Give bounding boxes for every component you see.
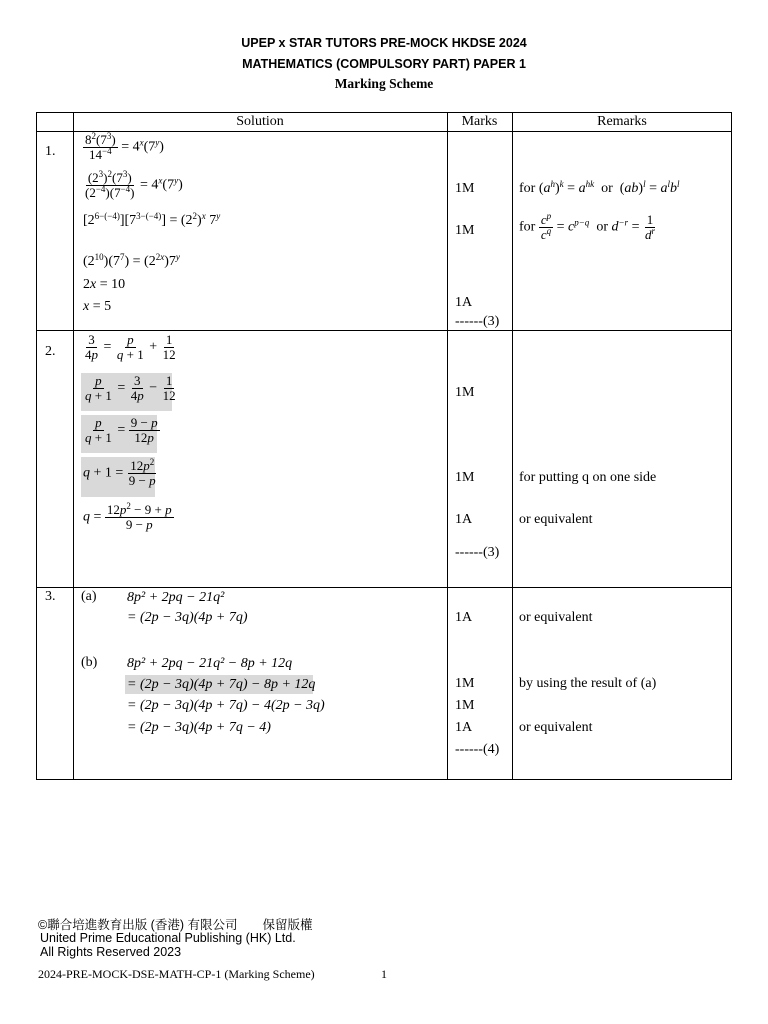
q1-step: $(2^{10})(7^7) = (2^{2x})7^y$	[83, 252, 180, 269]
header-subtitle: MATHEMATICS (COMPULSORY PART) PAPER 1	[242, 57, 526, 71]
q1-step: 2x = 10	[83, 277, 126, 292]
q3-mark: 1A	[455, 610, 473, 625]
col-divider	[73, 113, 74, 779]
q3a-line: 8p² + 2pq − 21q²	[127, 590, 225, 605]
q3b-line: = (2p − 3q)(4p + 7q − 4)	[127, 720, 271, 735]
q3-mark: 1M	[455, 698, 475, 713]
col-divider	[512, 113, 513, 779]
q1-mark-total: ------(3)	[455, 314, 500, 329]
header-scheme: Marking Scheme	[334, 76, 434, 91]
q2-number: 2.	[45, 344, 56, 359]
q3-mark: 1A	[455, 720, 473, 735]
q2-step: $\frac{p}{q + 1}$ = $\frac{3}{4p}$ − $\frac{1}{12}$	[85, 373, 176, 403]
q2-step: $\frac{p}{q + 1}$ = $\frac{9 - p}{12p}$	[85, 415, 158, 445]
q1-step: $\frac{(2^3)^2(7^3)}{(2^{-4})(7^{-4})}$ = $4^x(7^y)$	[85, 169, 183, 200]
header-marks: Marks	[461, 114, 498, 129]
q2-mark: 1A	[455, 512, 473, 527]
q2-step: $\frac{3}{4p}$ = $\frac{p}{q + 1}$ + $\frac{1}{12}$	[85, 332, 176, 362]
q3-part-b: (b)	[81, 655, 98, 670]
page-number: 1	[381, 967, 387, 981]
q3b-line: = (2p − 3q)(4p + 7q) − 4(2p − 3q)	[127, 698, 325, 713]
q3-remark: by using the result of (a)	[519, 676, 657, 691]
q3-remark: or equivalent	[519, 720, 593, 735]
row-divider	[37, 587, 731, 588]
q3b-line: 8p² + 2pq − 21q² − 8p + 12q	[127, 656, 293, 671]
q1-step: $[2^{6-(-4)}][7^{3-(-4)}] = (2^2)^x$ 7$^y$	[83, 211, 221, 228]
q2-step: q + 1 = $\frac{12p^2}{9 - p}$	[83, 457, 156, 488]
footer-publisher: United Prime Educational Publishing (HK) Ltd.	[40, 931, 296, 945]
q3b-line: = (2p − 3q)(4p + 7q) − 8p + 12q	[127, 677, 316, 692]
q3-mark: 1M	[455, 676, 475, 691]
q3-part-a: (a)	[81, 589, 97, 604]
header-solution: Solution	[236, 114, 284, 129]
header-title: UPEP x STAR TUTORS PRE-MOCK HKDSE 2024	[241, 36, 527, 50]
footer-copyright: ©聯合培進教育出版 (香港) 有限公司 保留版權	[38, 918, 313, 932]
col-divider	[447, 113, 448, 779]
row-divider	[37, 131, 731, 132]
q2-mark-total: ------(3)	[455, 545, 500, 560]
q1-remark: for $\frac{c^p}{c^q}$ = $c^{p-q}$ or $d^{-r}$ = $\frac{1}{d^r}$	[519, 211, 655, 242]
q1-mark: 1M	[455, 223, 475, 238]
row-divider	[37, 330, 731, 331]
q2-step: q = $\frac{12p^2 - 9 + p}{9 - p}$	[83, 501, 172, 532]
marking-table	[36, 112, 732, 780]
footer-code: 2024-PRE-MOCK-DSE-MATH-CP-1 (Marking Scheme)	[38, 967, 315, 981]
q3-number: 3.	[45, 589, 56, 604]
q2-remark: for putting q on one side	[519, 470, 657, 485]
q2-mark: 1M	[455, 470, 475, 485]
q2-remark: or equivalent	[519, 512, 593, 527]
q1-step: $\frac{8^2(7^3)}{14^{-4}}$ = $4^x(7^y)$	[85, 131, 164, 162]
q1-mark: 1A	[455, 295, 473, 310]
header-remarks: Remarks	[597, 114, 647, 129]
q3-remark: or equivalent	[519, 610, 593, 625]
q1-remark: for $(a^h)^k = a^{hk}$ or $(ab)^l = a^lb^l$	[519, 179, 680, 196]
q1-mark: 1M	[455, 181, 475, 196]
q3a-line: = (2p − 3q)(4p + 7q)	[127, 610, 248, 625]
footer-rights: All Rights Reserved 2023	[40, 945, 182, 959]
q1-number: 1.	[45, 144, 56, 159]
q1-step: x = 5	[83, 299, 112, 314]
q2-mark: 1M	[455, 385, 475, 400]
q3-mark-total: ------(4)	[455, 742, 500, 757]
